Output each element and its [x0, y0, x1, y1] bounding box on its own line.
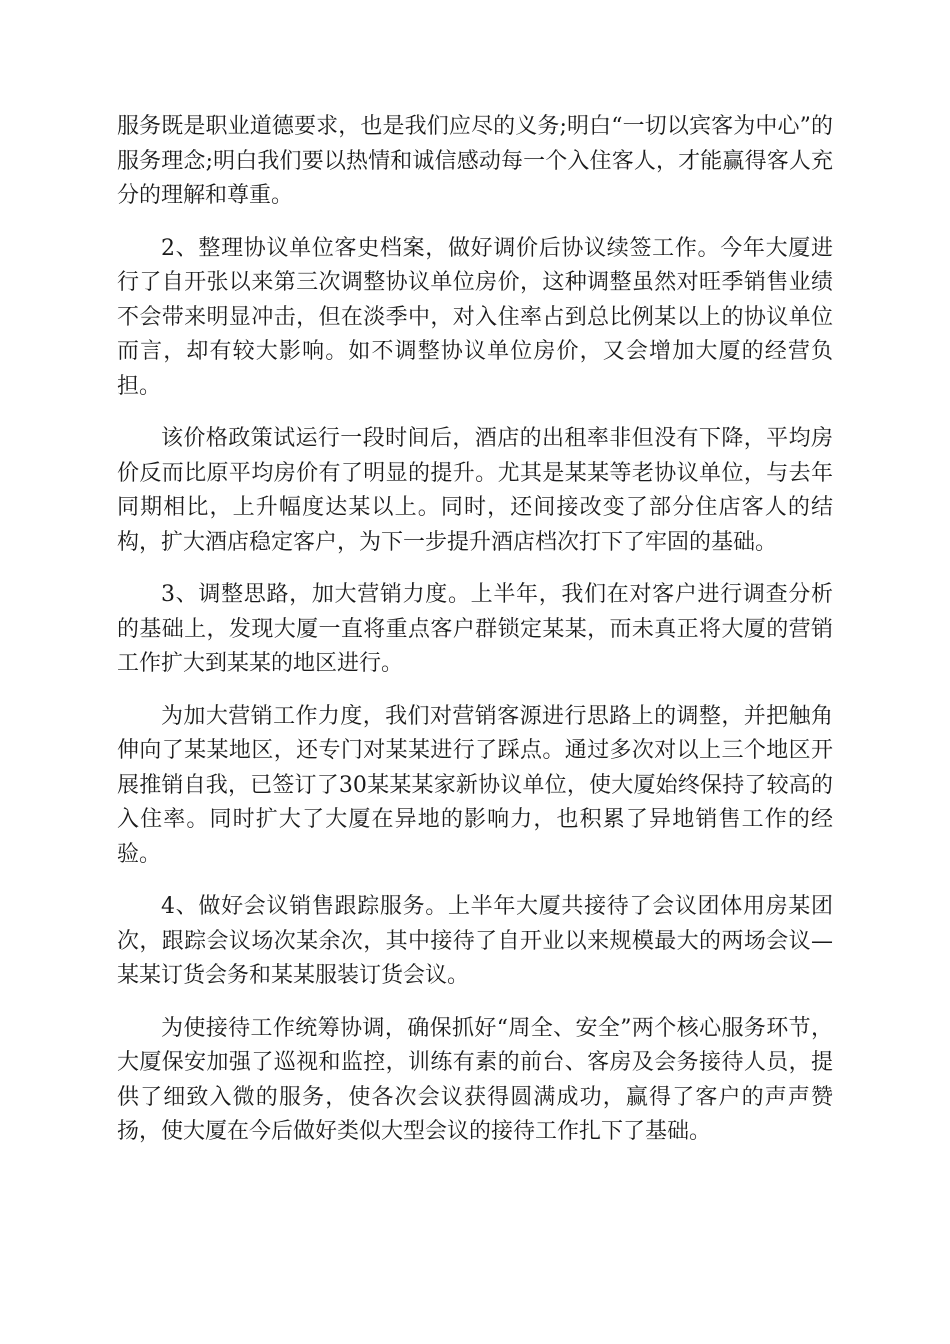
paragraph-7: 为使接待工作统筹协调，确保抓好“周全、安全”两个核心服务环节，大厦保安加强了巡视和监控，训练有素的前台、客房及会务接待人员，提供了细致入微的服务，使各次会议获得圆满成功，赢得了客户的声声赞扬，使大厦在今后做好类似大型会议的接待工作扎下了基础。	[117, 1015, 833, 1144]
paragraph-6: 4、做好会议销售跟踪服务。上半年大厦共接待了会议团体用房某团次，跟踪会议场次某余次，其中接待了自开业以来规模最大的两场会议—某某订货会务和某某服装订货会议。	[117, 894, 833, 988]
paragraph-5: 为加大营销工作力度，我们对营销客源进行思路上的调整，并把触角伸向了某某地区，还专门对某某进行了踩点。通过多次对以上三个地区开展推销自我，已签订了30某某某家新协议单位，使大厦始终保持了较高的入住率。同时扩大了大厦在异地的影响力，也积累了异地销售工作的经验。	[117, 703, 833, 867]
paragraph-4: 3、调整思路，加大营销力度。上半年，我们在对客户进行调查分析的基础上，发现大厦一直将重点客户群锁定某某，而未真正将大厦的营销工作扩大到某某的地区进行。	[117, 582, 833, 676]
paragraph-3: 该价格政策试运行一段时间后，酒店的出租率非但没有下降，平均房价反而比原平均房价有了明显的提升。尤其是某某等老协议单位，与去年同期相比，上升幅度达某以上。同时，还间接改变了部分住店客人的结构，扩大酒店稳定客户，为下一步提升酒店档次打下了牢固的基础。	[117, 426, 833, 555]
document-body	[117, 110, 833, 1168]
paragraph-2: 2、整理协议单位客史档案，做好调价后协议续签工作。今年大厦进行了自开张以来第三次调整协议单位房价，这种调整虽然对旺季销售业绩不会带来明显冲击，但在淡季中，对入住率占到总比例某以上的协议单位而言，却有较大影响。如不调整协议单位房价，又会增加大厦的经营负担。	[117, 235, 833, 399]
paragraph-1: 服务既是职业道德要求，也是我们应尽的义务;明白“一切以宾客为中心”的服务理念;明白我们要以热情和诚信感动每一个入住客人，才能赢得客人充分的理解和尊重。	[117, 114, 833, 208]
